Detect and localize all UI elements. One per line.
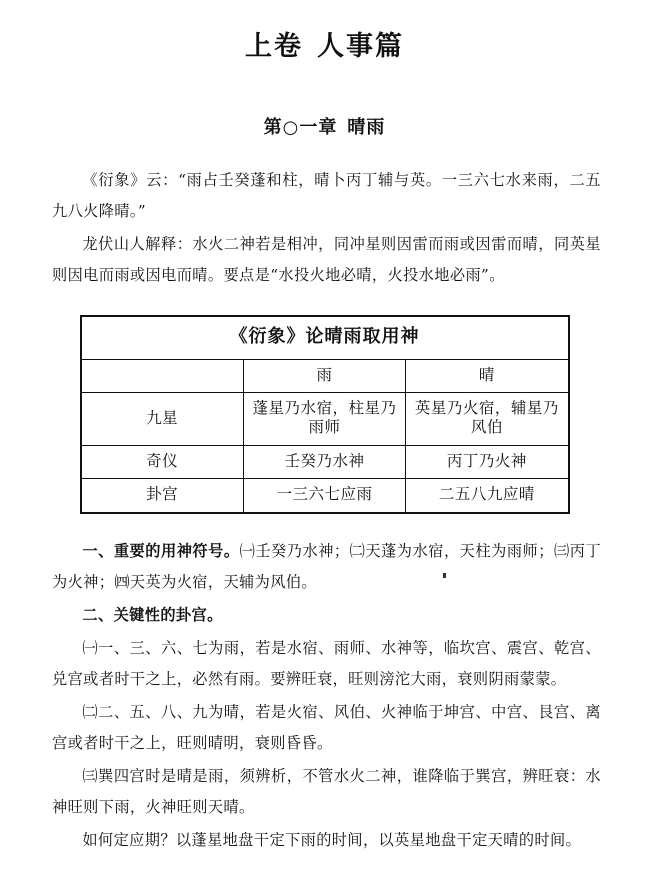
table-row	[81, 445, 569, 478]
row-label-qiyi: 奇仪	[81, 445, 244, 478]
table-header-corner	[81, 359, 244, 392]
paragraph-quote: 《衍象》云：“雨占壬癸蓬和柱，晴卜丙丁辅与英。一三六七水来雨，二五九八火降晴。”	[52, 171, 601, 221]
book-title-section: 人事篇	[317, 31, 404, 62]
paragraph-section-two: 二、关键性的卦宫。	[82, 605, 223, 624]
chapter-name: 晴雨	[347, 116, 386, 138]
paragraph-item-two: ㈡二、五、八、九为晴，若是火宿、风伯、火神临于坤宫、中宫、艮宫、离宫或者时干之上，旺则晴明，衰则昏昏。	[52, 702, 601, 752]
table-header-rain: 雨	[243, 359, 406, 392]
table-title-row	[81, 316, 569, 359]
paragraph-item-three: ㈢巽四宫时是晴是雨，须辨析，不管水火二神，谁降临于巽宫，辨旺衰：水神旺则下雨，火神旺则天晴。	[52, 766, 601, 816]
paragraph-explanation: 龙伏山人解释：水火二神若是相冲，同冲星则因雷而雨或因雷而晴，同英星则因电而雨或因电而晴。要点是“水投火地必晴，火投水地必雨”。	[52, 235, 601, 285]
row-label-jiuxing: 九星	[81, 393, 244, 446]
paragraph-section-one	[52, 536, 601, 598]
section-one-body: ㈠壬癸乃水神；㈡天蓬为水宿，天柱为雨师；㈢丙丁为火神；㈣天英为火宿，天辅为风伯。	[52, 541, 602, 591]
body-content-lower	[0, 536, 649, 856]
cell-qiyi-clear: 丙丁乃火神	[406, 445, 569, 478]
yongshen-table	[80, 315, 570, 513]
table-row	[81, 393, 569, 446]
chapter-number: 第○一章	[263, 116, 338, 138]
cell-guagong-clear: 二五八九应晴	[406, 479, 569, 513]
scan-artifact-mark	[443, 573, 446, 578]
table-header-row	[81, 359, 569, 392]
chapter-title	[0, 64, 649, 139]
section-one-heading: 一、重要的用神符号。	[82, 541, 240, 560]
table-header-clear: 晴	[406, 359, 569, 392]
table-title-cell: 《衍象》论晴雨取用神	[81, 316, 569, 359]
paragraph-closing: 如何定应期？以蓬星地盘干定下雨的时间，以英星地盘干定天晴的时间。	[82, 830, 582, 849]
cell-jiuxing-clear: 英星乃火宿，辅星乃风伯	[406, 393, 569, 446]
cell-jiuxing-rain: 蓬星乃水宿，柱星乃雨师	[243, 393, 406, 446]
book-title	[0, 0, 649, 64]
row-label-guagong: 卦宫	[81, 479, 244, 513]
cell-guagong-rain: 一三六七应雨	[243, 479, 406, 513]
cell-qiyi-rain: 壬癸乃水神	[243, 445, 406, 478]
table-container	[80, 315, 570, 513]
book-title-volume: 上卷	[245, 31, 303, 62]
table-row	[81, 479, 569, 513]
paragraph-item-one: ㈠一、三、六、七为雨，若是水宿、雨师、水神等，临坎宫、震宫、乾宫、兑宫或者时干之上，必然有雨。要辨旺衰，旺则滂沱大雨，衰则阴雨蒙蒙。	[52, 638, 601, 688]
body-content	[0, 165, 649, 291]
